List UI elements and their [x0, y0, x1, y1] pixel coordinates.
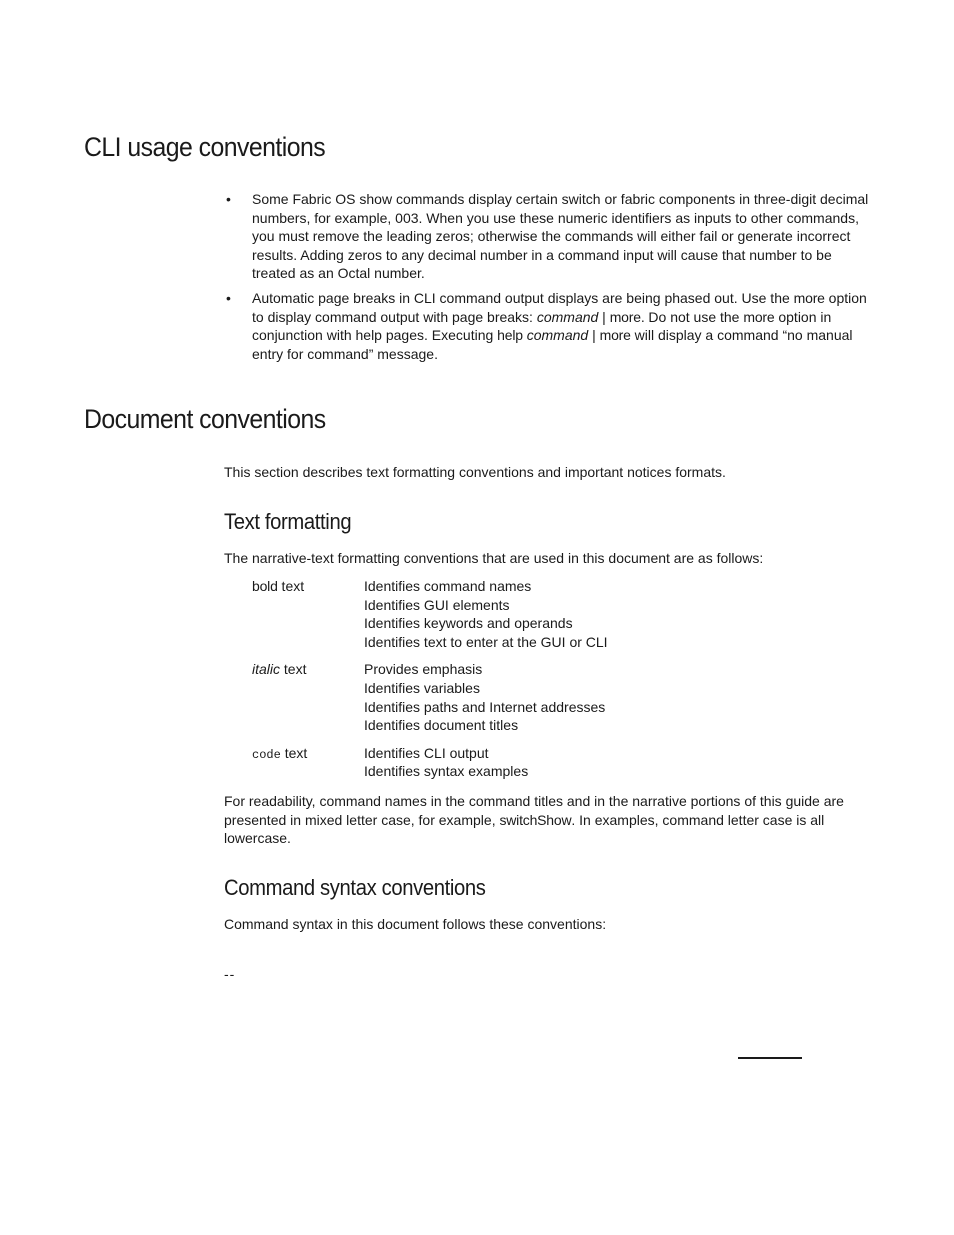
cli-bullet-list [224, 190, 874, 369]
command-keyword: help [497, 327, 523, 344]
formatting-definition-list [252, 577, 872, 790]
definition-row-italic [252, 660, 872, 734]
definition-term: italic text [252, 661, 307, 678]
definition-term: bold text [252, 578, 305, 594]
variable-text: command [536, 308, 599, 325]
page-marker-dashes: -- [224, 966, 236, 982]
definition-description: Provides emphasis Identifies variables Identifies paths and Internet addresses Identifies document titles [364, 661, 606, 734]
bullet-text: Automatic page breaks in CLI command output displays are being phased out. Use the more option to display command output with page breaks: command | more. Do not use the more option in conjunction with help pages. Executing help command | more will display a command “no manual entry for command” message. [252, 289, 867, 362]
bullet-icon: • [226, 191, 231, 207]
syntax-intro: Command syntax in this document follows these conventions: [224, 916, 607, 932]
variable-text: command [526, 327, 589, 344]
definition-term: code text [252, 744, 308, 762]
command-keyword: more [793, 289, 825, 306]
command-keyword: more. [609, 308, 645, 325]
text-formatting-intro: The narrative-text formatting conventions that are used in this document are as follows: [224, 550, 764, 566]
section-title-cli-usage: CLI usage conventions [84, 132, 326, 162]
bullet-text: Some Fabric OS show commands display certain switch or fabric components in three-digit decimal numbers, for example, 003. When you use these numeric identifiers as inputs to other commands, you must remove the leading zeros; otherwise the commands will either fail or generate incorrect results. Adding zeros to any decimal number in a command input will cause that number to be treated as an Octal number. [252, 191, 869, 282]
subsection-title-command-syntax: Command syntax conventions [224, 875, 486, 900]
command-keyword: switchShow [499, 811, 572, 828]
subsection-title-text-formatting: Text formatting [224, 509, 352, 534]
list-item [224, 190, 874, 283]
definition-description: Identifies CLI output Identifies syntax examples [364, 744, 529, 780]
list-item [224, 289, 874, 363]
bullet-icon: • [226, 289, 231, 306]
definition-row-bold [252, 577, 872, 651]
doc-intro-paragraph: This section describes text formatting conventions and important notices formats. [224, 464, 726, 480]
command-keyword: more [599, 327, 631, 344]
horizontal-rule [738, 1057, 802, 1059]
definition-row-code [252, 744, 872, 781]
definition-description: Identifies command names Identifies GUI elements Identifies keywords and operands Identifies text to enter at the GUI or CLI [364, 578, 608, 650]
readability-paragraph: For readability, command names in the command titles and in the narrative portions of this guide are presented in mixed letter case, for example, switchShow. In examples, command letter case is all lowercase. [224, 793, 844, 847]
command-keyword: more [743, 308, 775, 325]
section-title-document-conventions: Document conventions [84, 404, 326, 434]
